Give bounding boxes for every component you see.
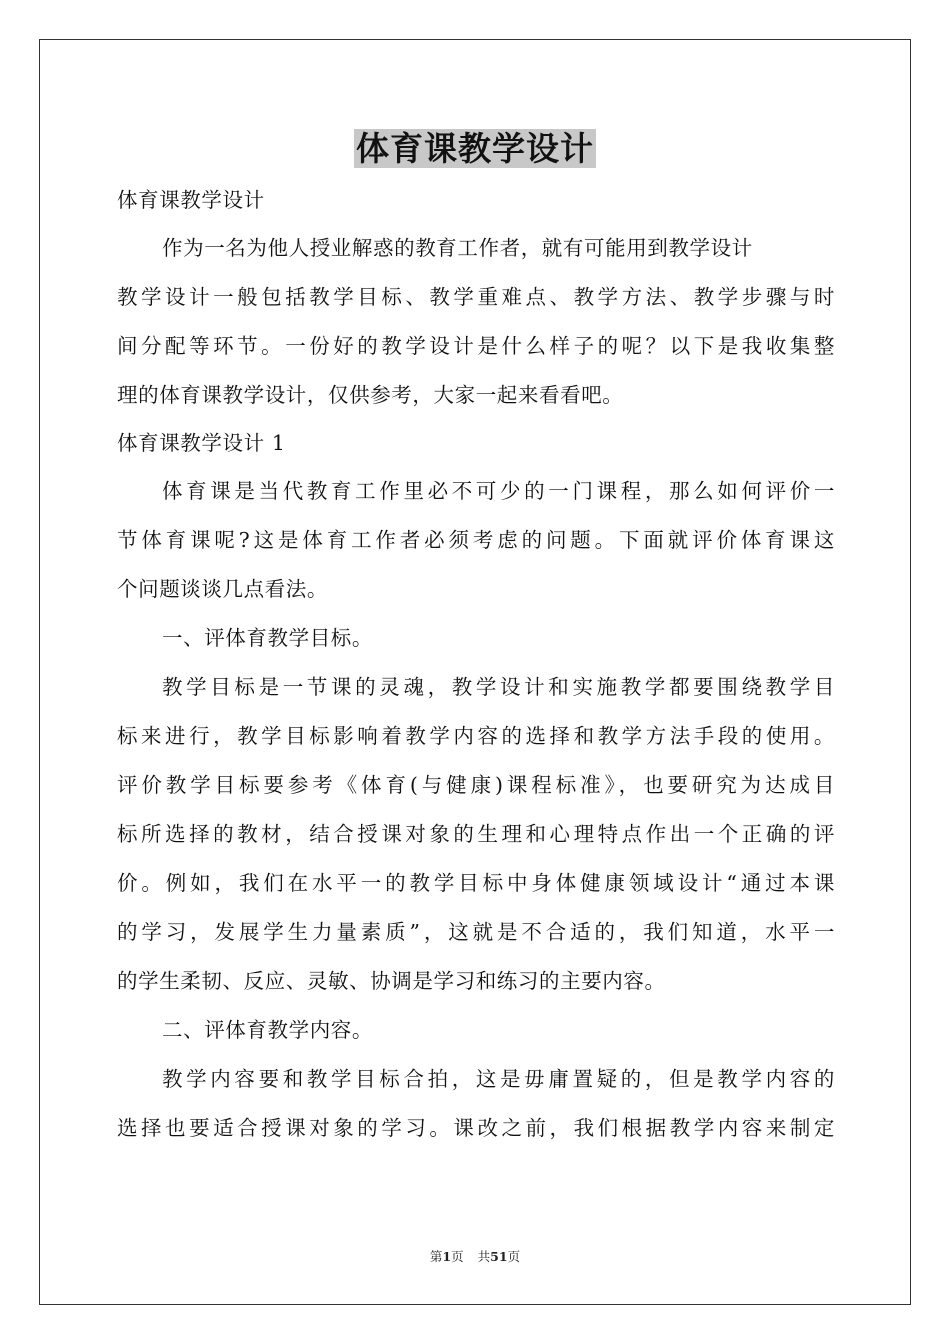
body-line: 价。例如，我们在水平一的教学目标中身体健康领域设计“通过本课	[117, 871, 835, 895]
body-line: 的学习，发展学生力量素质”，这就是不合适的，我们知道，水平一	[117, 920, 835, 944]
body-line: 标来进行，教学目标影响着教学内容的选择和教学方法手段的使用。	[117, 724, 835, 748]
body-line: 评价教学目标要参考《体育(与健康)课程标准》，也要研究为达成目	[117, 773, 835, 797]
body-line: 体育课是当代教育工作里必不可少的一门课程，那么如何评价一	[162, 479, 835, 503]
body-line: 节体育课呢?这是体育工作者必须考虑的问题。下面就评价体育课这	[117, 528, 835, 552]
section-heading: 体育课教学设计 1	[117, 431, 286, 455]
page-indicator: 第1页	[429, 1249, 464, 1264]
body-line: 教学设计一般包括教学目标、教学重难点、教学方法、教学步骤与时	[117, 285, 835, 309]
page-footer	[0, 1247, 950, 1265]
body-line: 教学内容要和教学目标合拍，这是毋庸置疑的，但是教学内容的	[162, 1067, 835, 1091]
page-number: 1	[442, 1249, 452, 1264]
body-line: 理的体育课教学设计，仅供参考，大家一起来看看吧。	[117, 383, 624, 407]
subsection-heading: 一、评体育教学目标。	[162, 626, 373, 650]
body-line: 教学目标是一节课的灵魂，教学设计和实施教学都要围绕教学目	[162, 675, 835, 699]
body-line: 间分配等环节。一份好的教学设计是什么样子的呢？以下是我收集整	[117, 334, 835, 358]
body-line: 作为一名为他人授业解惑的教育工作者，就有可能用到教学设计	[162, 236, 753, 260]
document-title-text: 体育课教学设计	[356, 129, 594, 168]
body-line: 标所选择的教材，结合授课对象的生理和心理特点作出一个正确的评	[117, 822, 835, 846]
total-pages-indicator: 共51页	[477, 1249, 521, 1264]
subsection-heading: 二、评体育教学内容。	[162, 1018, 373, 1042]
total-pages: 51	[490, 1249, 508, 1264]
body-line: 的学生柔韧、反应、灵敏、协调是学习和练习的主要内容。	[117, 969, 666, 993]
body-line: 个问题谈谈几点看法。	[117, 577, 328, 601]
document-title	[0, 126, 950, 172]
document-body	[117, 176, 835, 1153]
body-line: 体育课教学设计	[117, 188, 265, 212]
body-line: 选择也要适合授课对象的学习。课改之前，我们根据教学内容来制定	[117, 1116, 835, 1140]
